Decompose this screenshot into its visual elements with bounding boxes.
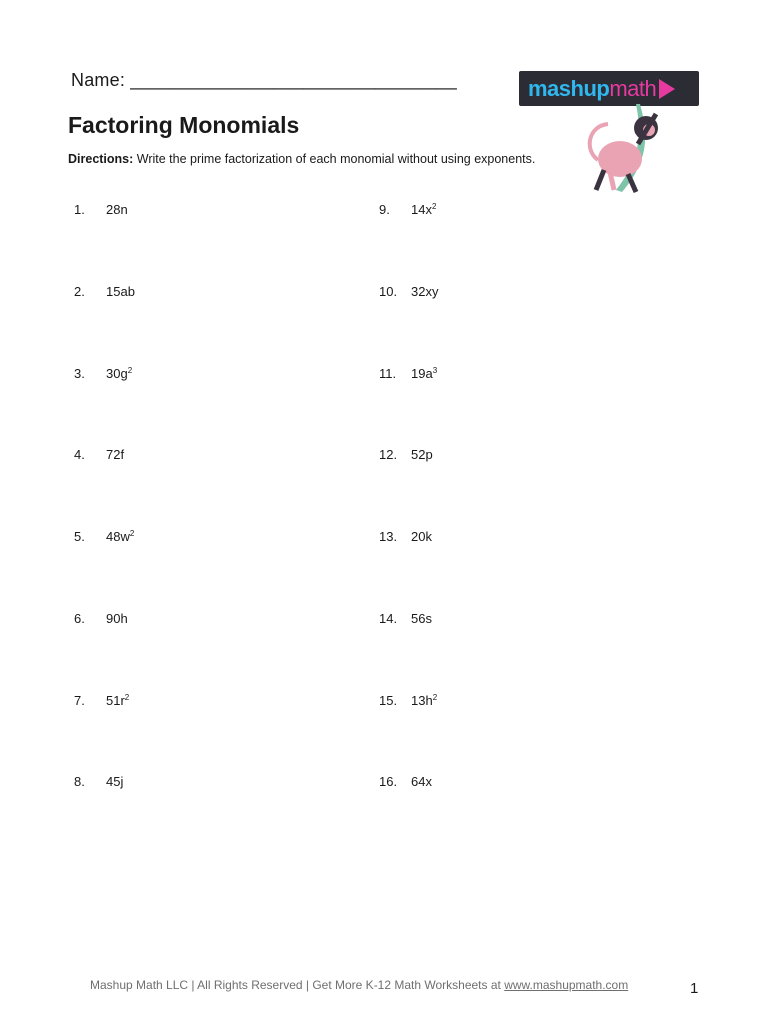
problem-number: 13.	[379, 529, 398, 544]
footer-copyright: Mashup Math LLC | All Rights Reserved | Get More K-12 Math Worksheets at	[90, 978, 505, 992]
logo-mashup-text: mashup	[528, 75, 610, 101]
page-number: 1	[690, 980, 699, 997]
problem-expression: 45j	[106, 774, 124, 789]
problem-expression: 52p	[411, 447, 433, 462]
problem-number: 12.	[379, 447, 398, 462]
worksheet-title: Factoring Monomials	[68, 112, 300, 138]
problem-expression: $19a^3$	[411, 366, 438, 381]
problem-expression: 56s	[411, 611, 432, 626]
directions-label: Directions:	[68, 152, 134, 166]
problem-number: 11.	[379, 366, 397, 381]
problem-expression: $14x^2$	[411, 202, 437, 217]
logo-math-text: math	[609, 75, 657, 101]
problem-number: 5.	[74, 529, 85, 544]
problem-expression: 64x	[411, 774, 432, 789]
problem-expression: $48w^2$	[106, 529, 135, 544]
problem-number: 7.	[74, 693, 85, 708]
name-field-line: Name: ________________________________	[71, 70, 457, 90]
problem-number: 2.	[74, 284, 85, 299]
problem-expression: 20k	[411, 529, 432, 544]
problem-number: 8.	[74, 774, 85, 789]
problem-expression: $51r^2$	[106, 693, 130, 708]
footer-text	[90, 978, 628, 992]
problem-number: 10.	[379, 284, 398, 299]
problem-number: 14.	[379, 611, 398, 626]
problem-number: 4.	[74, 447, 85, 462]
problem-expression: 32xy	[411, 284, 439, 299]
problem-number: 3.	[74, 366, 85, 381]
problem-expression: $13h^2$	[411, 693, 438, 708]
problem-number: 9.	[379, 202, 390, 217]
problem-expression: 72f	[106, 447, 125, 462]
problem-number: 6.	[74, 611, 85, 626]
problem-expression: 90h	[106, 611, 128, 626]
problem-number: 1.	[74, 202, 85, 217]
problem-expression: 15ab	[106, 284, 135, 299]
problem-number: 15.	[379, 693, 398, 708]
problem-expression: $30g^2$	[106, 366, 133, 381]
footer-website-link[interactable]: www.mashupmath.com	[504, 978, 629, 992]
problem-expression: 28n	[106, 202, 128, 217]
directions-body: Write the prime factorization of each monomial without using exponents.	[133, 152, 536, 166]
problem-number: 16.	[379, 774, 398, 789]
